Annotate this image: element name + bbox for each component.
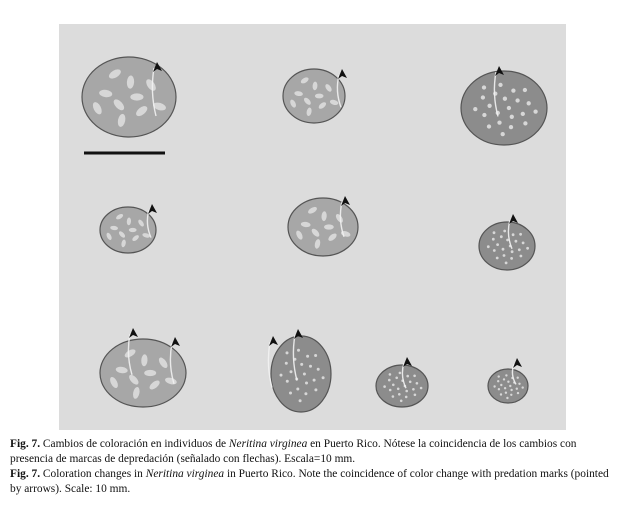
shell-specimen bbox=[283, 69, 345, 123]
shell-specimen bbox=[461, 71, 547, 145]
shell-dot bbox=[501, 132, 505, 136]
shell-dot bbox=[492, 238, 495, 241]
shell-dot bbox=[517, 392, 519, 394]
shell-dot bbox=[522, 386, 524, 388]
shell-dot bbox=[500, 384, 502, 386]
shell-dot bbox=[503, 230, 506, 233]
shell-dot bbox=[498, 388, 500, 390]
shell-dot bbox=[388, 379, 391, 382]
shell-dot bbox=[317, 368, 320, 371]
shell-dot bbox=[519, 233, 522, 236]
shell-dot bbox=[527, 101, 531, 105]
shell-dot bbox=[507, 106, 511, 110]
shell-dot bbox=[416, 382, 419, 385]
species-name-es: Neritina virginea bbox=[228, 438, 308, 450]
shell-dot bbox=[487, 124, 491, 128]
shell-dot bbox=[304, 392, 307, 395]
shell-patch bbox=[315, 94, 324, 99]
shell-dot bbox=[285, 362, 288, 365]
shell-dot bbox=[515, 240, 518, 243]
shell-dot bbox=[397, 388, 400, 391]
shell-body bbox=[283, 69, 345, 123]
shell-dot bbox=[389, 373, 392, 376]
shell-dot bbox=[313, 379, 316, 382]
shell-dot bbox=[395, 377, 398, 380]
shell-dot bbox=[414, 394, 417, 397]
shell-dot bbox=[497, 120, 501, 124]
shell-dot bbox=[512, 233, 515, 236]
shell-dot bbox=[412, 388, 415, 391]
shell-dot bbox=[286, 380, 289, 383]
shell-patch bbox=[144, 370, 156, 376]
shell-dot bbox=[505, 374, 507, 376]
shell-dot bbox=[506, 397, 508, 399]
shell-body bbox=[82, 57, 176, 137]
shell-dot bbox=[493, 231, 496, 234]
shell-dot bbox=[505, 392, 507, 394]
shell-dot bbox=[505, 262, 508, 265]
shell-dot bbox=[500, 235, 503, 238]
shell-dot bbox=[510, 389, 512, 391]
shell-dot bbox=[526, 247, 529, 250]
shell-dot bbox=[503, 254, 506, 257]
shell-dot bbox=[502, 248, 505, 251]
shell-specimen bbox=[100, 207, 156, 253]
shell-dot bbox=[509, 385, 511, 387]
shell-dot bbox=[487, 104, 491, 108]
caption-spanish bbox=[10, 437, 622, 467]
shell-dot bbox=[322, 376, 325, 379]
shell-patch bbox=[129, 228, 137, 232]
shell-dot bbox=[280, 374, 283, 377]
shell-dot bbox=[400, 400, 403, 403]
shell-dot bbox=[520, 255, 523, 258]
shell-dot bbox=[289, 392, 292, 395]
caption-text-es-1: Cambios de coloración en individuos de bbox=[40, 438, 229, 450]
shell-dot bbox=[383, 385, 386, 388]
shell-dot bbox=[473, 107, 477, 111]
shell-dot bbox=[511, 88, 515, 92]
shell-dot bbox=[306, 355, 309, 358]
shell-dot bbox=[493, 249, 496, 252]
shell-patch bbox=[324, 224, 334, 229]
shell-dot bbox=[533, 109, 537, 113]
shell-dot bbox=[498, 375, 500, 377]
shell-dot bbox=[305, 382, 308, 385]
shell-dot bbox=[296, 388, 299, 391]
caption-text-en-2: in Puerto Rico. Note the coincidence of color change with predation marks (pointed by arrows). Scale: 10 mm. bbox=[10, 468, 609, 495]
shell-dot bbox=[518, 248, 521, 251]
species-name-en: Neritina virginea bbox=[145, 468, 225, 480]
shell-patch bbox=[130, 93, 143, 100]
shell-dot bbox=[503, 378, 505, 380]
shell-specimen bbox=[82, 57, 176, 137]
shell-dot bbox=[409, 381, 412, 384]
shell-specimen bbox=[288, 198, 358, 256]
shell-dot bbox=[511, 250, 514, 253]
shell-dot bbox=[392, 384, 395, 387]
shell-dot bbox=[290, 370, 293, 373]
caption-english bbox=[10, 467, 622, 497]
shell-figure bbox=[59, 24, 566, 430]
shell-dot bbox=[500, 393, 502, 395]
shell-dot bbox=[496, 243, 499, 246]
shell-dot bbox=[498, 83, 502, 87]
shell-dot bbox=[314, 388, 317, 391]
shell-dot bbox=[497, 380, 499, 382]
shell-dot bbox=[405, 390, 408, 393]
shell-dot bbox=[299, 399, 302, 402]
caption-text-es-2: en Puerto Rico. Nótese la coincidencia de los cambios con presencia de marcas de depredación (señalado con flechas). Escala=10 mm. bbox=[10, 438, 577, 465]
shell-dot bbox=[504, 387, 506, 389]
shell-dot bbox=[522, 242, 525, 245]
shell-body bbox=[288, 198, 358, 256]
caption-label-es: Fig. 7. bbox=[10, 438, 41, 450]
shell-dot bbox=[392, 395, 395, 398]
caption-label-en: Fig. 7. bbox=[10, 468, 41, 480]
figure-caption bbox=[10, 437, 622, 497]
shell-dot bbox=[521, 112, 525, 116]
shell-dot bbox=[493, 385, 495, 387]
shell-dot bbox=[309, 365, 312, 368]
shell-dot bbox=[523, 88, 527, 92]
shell-dot bbox=[286, 351, 289, 354]
shell-dot bbox=[300, 363, 303, 366]
shell-dot bbox=[314, 354, 317, 357]
shell-dot bbox=[303, 373, 306, 376]
shell-dot bbox=[510, 115, 514, 119]
shell-dot bbox=[413, 375, 416, 378]
shell-body bbox=[100, 339, 186, 407]
shell-dot bbox=[523, 121, 527, 125]
shell-dot bbox=[507, 381, 509, 383]
shell-dot bbox=[420, 387, 423, 390]
caption-text-en-1: Coloration changes in bbox=[40, 468, 146, 480]
shell-dot bbox=[405, 396, 408, 399]
shell-dot bbox=[482, 113, 486, 117]
shell-dot bbox=[515, 98, 519, 102]
shell-dot bbox=[389, 389, 392, 392]
shell-dot bbox=[517, 377, 519, 379]
shell-dot bbox=[398, 393, 401, 396]
shell-dot bbox=[516, 388, 518, 390]
shell-dot bbox=[509, 125, 513, 129]
shell-dot bbox=[510, 394, 512, 396]
shell-dot bbox=[510, 257, 513, 260]
shell-dot bbox=[518, 383, 520, 385]
shell-dot bbox=[297, 349, 300, 352]
shell-dot bbox=[496, 257, 499, 260]
shell-dot bbox=[481, 95, 485, 99]
shell-dot bbox=[482, 85, 486, 89]
shell-dot bbox=[487, 245, 490, 248]
shell-dot bbox=[406, 375, 409, 378]
shell-dot bbox=[399, 372, 402, 375]
shell-dot bbox=[503, 97, 507, 101]
